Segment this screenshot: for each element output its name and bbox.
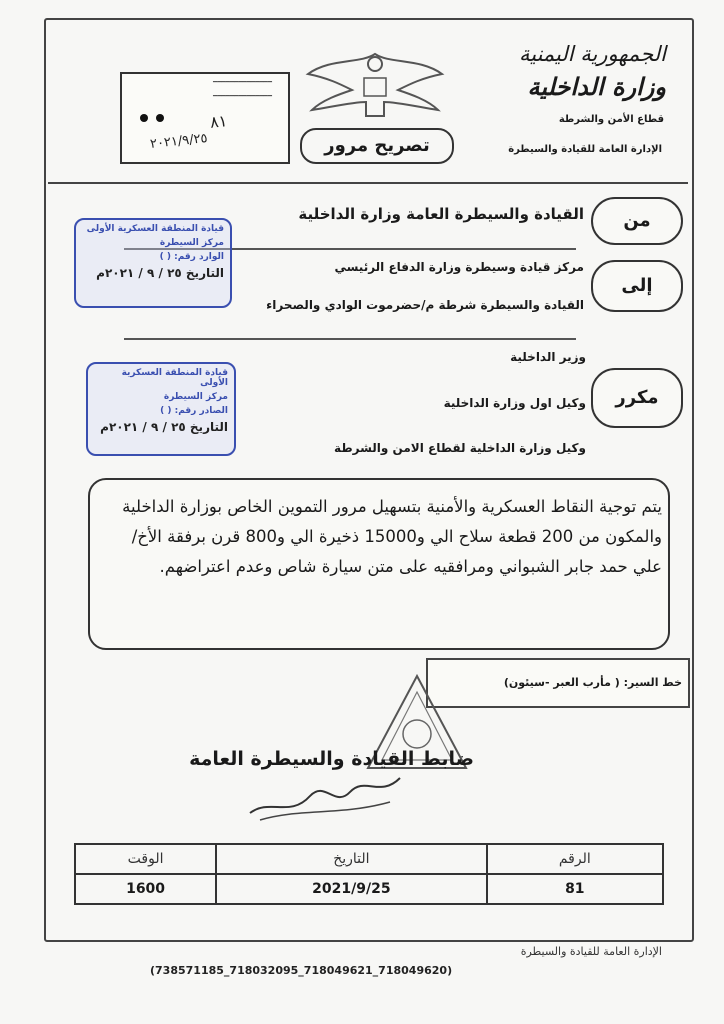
info-table <box>74 843 664 905</box>
route-text: خط السير: ( مأرب العبر -سيئون) <box>503 676 682 689</box>
bullet-dot <box>156 114 164 122</box>
to-line-1: مركز قيادة وسيطرة وزارة الدفاع الرئيسي <box>334 260 584 274</box>
stamp-line: مركز السيطرة <box>159 238 224 248</box>
from-label: من <box>591 197 683 245</box>
from-value: القيادة والسيطرة العامة وزارة الداخلية <box>298 205 584 223</box>
footer-org: الإدارة العامة للقيادة والسيطرة <box>520 945 662 958</box>
stamp-date: التاريخ ٢٥ / ٩ / ٢٠٢١م <box>100 420 228 434</box>
stamp-line: مركز السيطرة <box>163 392 228 402</box>
value-number: 81 <box>487 874 663 904</box>
incoming-stamp <box>74 218 232 308</box>
cc-label: مكرر <box>591 368 683 428</box>
stamp-number: ٨١ <box>209 111 229 132</box>
admin-name: الإدارة العامة للقيادة والسيطرة <box>508 144 662 155</box>
stamp-line: الوارد رقم: ( ) <box>159 252 224 262</box>
to-label: إلى <box>591 260 683 312</box>
republic-name: الجمهورية اليمنية <box>518 42 666 66</box>
table-row <box>75 874 663 904</box>
stamp-rule-2: ━━━━━━━━━━━━━━ <box>212 92 272 100</box>
value-time: 1600 <box>75 874 216 904</box>
body-text: يتم توجية النقاط العسكرية والأمنية بتسهيل مرور التموين الخاص بوزارة الداخلية والمكون من 200 قطعة سلاح الي و15000 ذخيرة الي و800 قرن برفقة الأخ/ علي حمد جابر الشبواني ومرافقيه على متن سيارة شاص وعدم اعتراضهم. <box>122 497 662 576</box>
footer-phones: (738571185_718032095_718049621_718049620) <box>150 964 453 977</box>
signature-icon <box>240 758 410 828</box>
header-divider <box>48 182 688 184</box>
to-line-2: القيادة والسيطرة شرطة م/حضرموت الوادي والصحراء <box>266 298 584 312</box>
stamp-line: الصادر رقم: ( ) <box>160 406 228 416</box>
value-date: 2021/9/25 <box>216 874 486 904</box>
bullet-dot <box>140 114 148 122</box>
permit-title: تصريح مرور <box>300 128 454 164</box>
divider <box>124 338 576 340</box>
stamp-date: ٢٠٢١/٩/٢٥ <box>149 131 209 152</box>
outgoing-stamp <box>86 362 236 456</box>
ministry-name: وزارة الداخلية <box>527 72 666 101</box>
table-header-row <box>75 844 663 874</box>
stamp-line: قيادة المنطقة العسكرية الأولى <box>121 368 228 388</box>
header-time: الوقت <box>75 844 216 874</box>
cc-line-2: وكيل اول وزارة الداخلية <box>443 396 586 410</box>
sector-name: قطاع الأمن والشرطة <box>558 114 664 125</box>
stamp-line: قيادة المنطقة العسكرية الأولى <box>86 224 224 234</box>
stamp-date: التاريخ ٢٥ / ٩ / ٢٠٢١م <box>96 266 224 280</box>
cc-line-1: وزير الداخلية <box>510 350 586 364</box>
stamp-rule-1: ━━━━━━━━━━━━━━ <box>212 78 272 86</box>
header-number: الرقم <box>487 844 663 874</box>
cc-line-3: وكيل وزارة الداخلية لقطاع الامن والشرطة <box>334 441 586 455</box>
officer-title: ضابط القيادة والسيطرة العامة <box>189 748 474 770</box>
eagle-emblem-icon <box>300 44 450 124</box>
header-date: التاريخ <box>216 844 486 874</box>
